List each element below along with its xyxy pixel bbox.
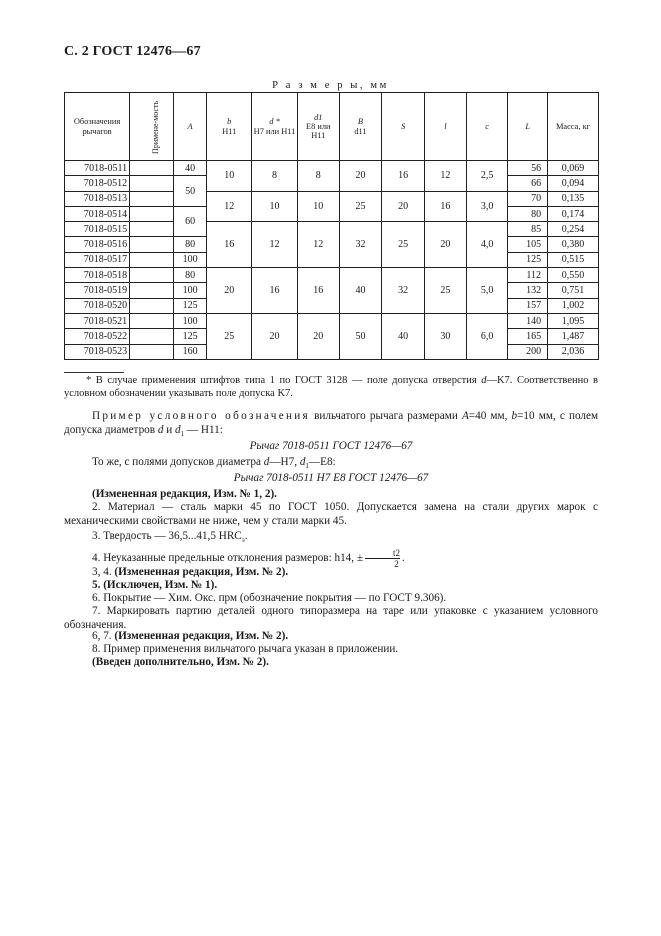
cell-b: 16 — [207, 222, 252, 268]
cell-mass: 1,487 — [548, 329, 599, 344]
cell-applicability — [130, 222, 174, 237]
cell-A: 100 — [173, 283, 207, 298]
cell-L: 70 — [508, 191, 548, 206]
cell-mass: 0,380 — [548, 237, 599, 252]
cell-A: 60 — [173, 206, 207, 237]
cell-mass: 0,174 — [548, 206, 599, 221]
cell-code: 7018-0519 — [65, 283, 130, 298]
amendment-note-1: (Измененная редакция, Изм. № 1, 2). — [92, 488, 277, 500]
cell-applicability — [130, 206, 174, 221]
cell-L: 157 — [508, 298, 548, 313]
cell-d: 12 — [252, 222, 298, 268]
cell-mass: 0,069 — [548, 161, 599, 176]
header-B: B d11 — [339, 93, 382, 161]
header-designation: Обозначения рычагов — [65, 93, 130, 161]
cell-B: 50 — [339, 313, 382, 359]
cell-applicability — [130, 329, 174, 344]
cell-mass: 0,550 — [548, 268, 599, 283]
footnote-rule — [64, 372, 124, 373]
cell-code: 7018-0511 — [65, 161, 130, 176]
cell-b: 12 — [207, 191, 252, 222]
cell-A: 160 — [173, 344, 207, 359]
cell-code: 7018-0514 — [65, 206, 130, 221]
cell-d: 16 — [252, 268, 298, 314]
cell-mass: 1,002 — [548, 298, 599, 313]
cell-d: 10 — [252, 191, 298, 222]
cell-A: 125 — [173, 329, 207, 344]
cell-mass: 0,515 — [548, 252, 599, 267]
cell-code: 7018-0522 — [65, 329, 130, 344]
amendment-note-3: 6, 7. (Измененная редакция, Изм. № 2). — [92, 630, 289, 642]
cell-A: 40 — [173, 161, 207, 176]
paragraph-marking: 7. Маркировать партию деталей одного типоразмера на таре или упаковке с указанием условного обозначения. — [64, 605, 598, 631]
header-d: d * H7 или H11 — [252, 93, 298, 161]
paragraph-excluded: 5. (Исключен, Изм. № 1). — [92, 579, 218, 591]
cell-applicability — [130, 283, 174, 298]
cell-A: 80 — [173, 268, 207, 283]
cell-applicability — [130, 161, 174, 176]
table-row — [65, 268, 599, 283]
amendment-note-2: 3, 4. (Измененная редакция, Изм. № 2). — [92, 566, 289, 578]
cell-l: 20 — [425, 222, 467, 268]
cell-l: 25 — [425, 268, 467, 314]
cell-applicability — [130, 176, 174, 191]
cell-code: 7018-0516 — [65, 237, 130, 252]
cell-code: 7018-0512 — [65, 176, 130, 191]
cell-mass: 0,751 — [548, 283, 599, 298]
cell-c: 6,0 — [466, 313, 508, 359]
cell-L: 112 — [508, 268, 548, 283]
cell-code: 7018-0523 — [65, 344, 130, 359]
cell-d1: 20 — [297, 313, 339, 359]
paragraph-hardness: 3. Твердость — 36,5...41,5 $HRC_э$. — [92, 530, 248, 545]
cell-applicability — [130, 344, 174, 359]
cell-c: 5,0 — [466, 268, 508, 314]
paragraph-application: 8. Пример применения вильчатого рычага указан в приложении. — [92, 643, 399, 655]
cell-mass: 1,095 — [548, 313, 599, 328]
cell-applicability — [130, 237, 174, 252]
cell-c: 3,0 — [466, 191, 508, 222]
cell-S: 32 — [382, 268, 425, 314]
cell-code: 7018-0515 — [65, 222, 130, 237]
cell-B: 32 — [339, 222, 382, 268]
cell-b: 20 — [207, 268, 252, 314]
cell-L: 85 — [508, 222, 548, 237]
example-paragraph: Пример условного обозначения вильчатого рычага размерами A=40 мм, b=10 мм, с полем допуска диаметров d и $d_1$ — H11: — [64, 410, 599, 438]
paragraph-tolerances: 4. Неуказанные предельные отклонения размеров: h14, ± $\frac{t2}{2}$ . — [92, 548, 405, 569]
cell-L: 125 — [508, 252, 548, 267]
cell-L: 105 — [508, 237, 548, 252]
cell-code: 7018-0517 — [65, 252, 130, 267]
cell-l: 16 — [425, 191, 467, 222]
cell-S: 25 — [382, 222, 425, 268]
cell-d: 8 — [252, 161, 298, 192]
page-header: С. 2 ГОСТ 12476—67 — [64, 44, 201, 59]
table-row — [65, 161, 599, 176]
cell-l: 12 — [425, 161, 467, 192]
cell-mass: 0,094 — [548, 176, 599, 191]
table-caption: Р а з м е р ы, мм — [272, 80, 389, 91]
example-same-line: То же, с полями допусков диаметра d—H7, $d_1—E8$: — [92, 456, 336, 471]
cell-b: 25 — [207, 313, 252, 359]
cell-c: 2,5 — [466, 161, 508, 192]
cell-d1: 16 — [297, 268, 339, 314]
cell-A: 80 — [173, 237, 207, 252]
paragraph-material: 2. Материал — сталь марки 45 по ГОСТ 1050. Допускается замена на стали других марок с механическими свойствами не ниже, чем у стали марки 45. — [64, 501, 598, 527]
cell-A: 50 — [173, 176, 207, 207]
header-l: l — [425, 93, 467, 161]
cell-code: 7018-0513 — [65, 191, 130, 206]
cell-mass: 0,254 — [548, 222, 599, 237]
example-designation-2: Рычаг 7018-0511 H7 E8 ГОСТ 12476—67 — [233, 472, 429, 484]
cell-L: 140 — [508, 313, 548, 328]
cell-L: 165 — [508, 329, 548, 344]
table-header-row — [65, 93, 599, 161]
cell-applicability — [130, 191, 174, 206]
paragraph-coating: 6. Покрытие — Хим. Окс. прм (обозначение покрытия — по ГОСТ 9.306). — [92, 592, 447, 604]
header-c: c — [466, 93, 508, 161]
cell-S: 40 — [382, 313, 425, 359]
cell-l: 30 — [425, 313, 467, 359]
table-row — [65, 313, 599, 328]
cell-A: 100 — [173, 313, 207, 328]
example-designation-1: Рычаг 7018-0511 ГОСТ 12476—67 — [249, 440, 413, 452]
cell-B: 40 — [339, 268, 382, 314]
cell-A: 100 — [173, 252, 207, 267]
cell-d1: 10 — [297, 191, 339, 222]
cell-c: 4,0 — [466, 222, 508, 268]
cell-S: 16 — [382, 161, 425, 192]
cell-code: 7018-0520 — [65, 298, 130, 313]
cell-L: 80 — [508, 206, 548, 221]
header-S: S — [382, 93, 425, 161]
table-row — [65, 191, 599, 206]
cell-d: 20 — [252, 313, 298, 359]
header-d1: d1 E8 или H11 — [297, 93, 339, 161]
cell-L: 56 — [508, 161, 548, 176]
cell-A: 125 — [173, 298, 207, 313]
cell-applicability — [130, 268, 174, 283]
cell-d1: 8 — [297, 161, 339, 192]
cell-B: 20 — [339, 161, 382, 192]
dimensions-table — [64, 92, 599, 360]
cell-code: 7018-0518 — [65, 268, 130, 283]
amendment-note-4: (Введен дополнительно, Изм. № 2). — [92, 656, 269, 668]
cell-d1: 12 — [297, 222, 339, 268]
header-A: A — [173, 93, 207, 161]
cell-applicability — [130, 313, 174, 328]
cell-S: 20 — [382, 191, 425, 222]
header-b: b H11 — [207, 93, 252, 161]
cell-code: 7018-0521 — [65, 313, 130, 328]
header-mass: Масса, кг — [548, 93, 599, 161]
cell-applicability — [130, 252, 174, 267]
cell-b: 10 — [207, 161, 252, 192]
header-L: L — [508, 93, 548, 161]
cell-applicability — [130, 298, 174, 313]
cell-L: 200 — [508, 344, 548, 359]
cell-mass: 2,036 — [548, 344, 599, 359]
cell-B: 25 — [339, 191, 382, 222]
table-row — [65, 222, 599, 237]
cell-L: 66 — [508, 176, 548, 191]
cell-L: 132 — [508, 283, 548, 298]
cell-mass: 0,135 — [548, 191, 599, 206]
footnote: * В случае применения штифтов типа 1 по ГОСТ 3128 — поле допуска отверстия d—K7. Соответственно в условном обозначении указывать поле допуска K7. — [64, 375, 598, 399]
header-applicability: Примене-мость — [130, 93, 174, 161]
